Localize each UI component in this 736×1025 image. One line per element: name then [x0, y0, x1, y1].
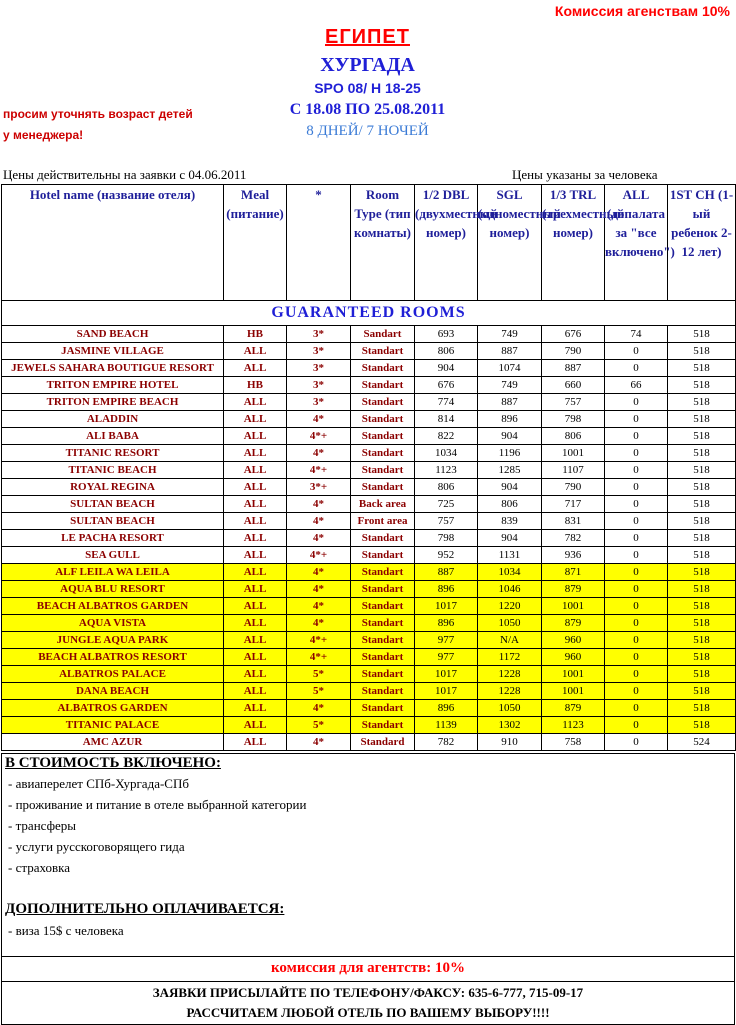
meal-cell: ALL: [224, 479, 287, 496]
room-type-cell: Standart: [351, 666, 415, 683]
meal-cell: ALL: [224, 462, 287, 479]
included-item: - проживание и питание в отеле выбранной категории: [8, 797, 307, 812]
hotel-name-cell: TRITON EMPIRE BEACH: [2, 394, 224, 411]
extra-payment-title: ДОПОЛНИТЕЛЬНО ОПЛАЧИВАЕТСЯ:: [5, 901, 285, 917]
meal-cell: ALL: [224, 649, 287, 666]
meal-cell: ALL: [224, 632, 287, 649]
price-sgl-cell: 1172: [478, 649, 542, 666]
price-trl-cell: 782: [542, 530, 605, 547]
price-sgl-cell: 1074: [478, 360, 542, 377]
price-trl-cell: 757: [542, 394, 605, 411]
table-row: [2, 411, 736, 428]
price-trl-cell: 879: [542, 581, 605, 598]
hotel-name-cell: DANA BEACH: [2, 683, 224, 700]
price-child-cell: 518: [668, 513, 736, 530]
all-inclusive-surcharge-cell: 0: [605, 411, 668, 428]
any-hotel-note: РАССЧИТАЕМ ЛЮБОЙ ОТЕЛЬ ПО ВАШЕМУ ВЫБОРУ!!!!: [186, 1005, 550, 1020]
table-header-row: [2, 185, 736, 301]
price-trl-cell: 1001: [542, 666, 605, 683]
room-type-cell: Standart: [351, 377, 415, 394]
price-child-cell: 518: [668, 530, 736, 547]
commission-top-label: Комиссия агенствам 10%: [554, 3, 730, 19]
price-dbl-cell: 774: [415, 394, 478, 411]
price-trl-cell: 660: [542, 377, 605, 394]
table-row: [2, 394, 736, 411]
price-child-cell: 518: [668, 649, 736, 666]
all-inclusive-surcharge-cell: 0: [605, 530, 668, 547]
stars-cell: 4*+: [287, 428, 351, 445]
price-child-cell: 518: [668, 343, 736, 360]
guaranteed-rooms-title: GUARANTEED ROOMS: [2, 301, 736, 326]
city-title: ХУРГАДА: [320, 54, 415, 76]
price-sgl-cell: 806: [478, 496, 542, 513]
price-child-cell: 524: [668, 734, 736, 751]
table-row: [2, 700, 736, 717]
guaranteed-rooms-row: [2, 301, 736, 326]
all-inclusive-surcharge-cell: 0: [605, 445, 668, 462]
room-type-cell: Standart: [351, 479, 415, 496]
price-child-cell: 518: [668, 598, 736, 615]
all-inclusive-surcharge-cell: 0: [605, 632, 668, 649]
price-child-cell: 518: [668, 377, 736, 394]
price-dbl-cell: 1017: [415, 683, 478, 700]
meal-cell: ALL: [224, 428, 287, 445]
price-child-cell: 518: [668, 411, 736, 428]
col-header-child: 1ST CH (1-ый ребенок 2-12 лет): [668, 185, 736, 301]
table-row: [2, 343, 736, 360]
room-type-cell: Standart: [351, 632, 415, 649]
price-dbl-cell: 896: [415, 581, 478, 598]
price-trl-cell: 936: [542, 547, 605, 564]
meal-cell: ALL: [224, 343, 287, 360]
divider: [2, 956, 734, 957]
price-table: [1, 184, 736, 751]
meal-cell: ALL: [224, 564, 287, 581]
table-row: [2, 377, 736, 394]
included-item: - трансферы: [8, 818, 77, 833]
room-type-cell: Standart: [351, 445, 415, 462]
stars-cell: 3*: [287, 343, 351, 360]
all-inclusive-surcharge-cell: 0: [605, 496, 668, 513]
hotel-name-cell: AQUA BLU RESORT: [2, 581, 224, 598]
room-type-cell: Standart: [351, 649, 415, 666]
all-inclusive-surcharge-cell: 0: [605, 428, 668, 445]
price-trl-cell: 717: [542, 496, 605, 513]
stars-cell: 5*: [287, 666, 351, 683]
price-sgl-cell: 749: [478, 326, 542, 343]
price-child-cell: 518: [668, 547, 736, 564]
room-type-cell: Standart: [351, 394, 415, 411]
room-type-cell: Standart: [351, 700, 415, 717]
all-inclusive-surcharge-cell: 0: [605, 615, 668, 632]
price-child-cell: 518: [668, 479, 736, 496]
col-header-room-type: Room Type (тип комнаты): [351, 185, 415, 301]
spo-code: SPO 08/ H 18-25: [314, 80, 421, 96]
price-dbl-cell: 1123: [415, 462, 478, 479]
price-trl-cell: 676: [542, 326, 605, 343]
price-sgl-cell: N/A: [478, 632, 542, 649]
price-child-cell: 518: [668, 445, 736, 462]
stars-cell: 4*: [287, 615, 351, 632]
price-child-cell: 518: [668, 394, 736, 411]
price-dbl-cell: 782: [415, 734, 478, 751]
hotel-name-cell: BEACH ALBATROS RESORT: [2, 649, 224, 666]
meal-cell: ALL: [224, 598, 287, 615]
meal-cell: ALL: [224, 360, 287, 377]
hotel-name-cell: LE PACHA RESORT: [2, 530, 224, 547]
stars-cell: 4*: [287, 411, 351, 428]
price-sgl-cell: 1220: [478, 598, 542, 615]
stars-cell: 4*: [287, 530, 351, 547]
stars-cell: 4*: [287, 496, 351, 513]
table-row: [2, 734, 736, 751]
hotel-name-cell: ROYAL REGINA: [2, 479, 224, 496]
price-dbl-cell: 676: [415, 377, 478, 394]
hotel-name-cell: ALADDIN: [2, 411, 224, 428]
table-row: [2, 326, 736, 343]
price-child-cell: 518: [668, 462, 736, 479]
room-type-cell: Standart: [351, 598, 415, 615]
stars-cell: 4*+: [287, 632, 351, 649]
price-trl-cell: 1001: [542, 598, 605, 615]
table-row: [2, 649, 736, 666]
table-row: [2, 615, 736, 632]
price-dbl-cell: 1017: [415, 598, 478, 615]
price-dbl-cell: 725: [415, 496, 478, 513]
stars-cell: 3*: [287, 394, 351, 411]
price-child-cell: 518: [668, 326, 736, 343]
room-type-cell: Standart: [351, 615, 415, 632]
price-sgl-cell: 887: [478, 394, 542, 411]
table-row: [2, 445, 736, 462]
all-inclusive-surcharge-cell: 0: [605, 700, 668, 717]
price-trl-cell: 831: [542, 513, 605, 530]
meal-cell: ALL: [224, 717, 287, 734]
room-type-cell: Standart: [351, 530, 415, 547]
room-type-cell: Standart: [351, 462, 415, 479]
price-dbl-cell: 896: [415, 615, 478, 632]
all-inclusive-surcharge-cell: 0: [605, 683, 668, 700]
price-dbl-cell: 814: [415, 411, 478, 428]
all-inclusive-surcharge-cell: 0: [605, 547, 668, 564]
col-header-dbl: 1/2 DBL (двухместный номер): [415, 185, 478, 301]
price-dbl-cell: 1017: [415, 666, 478, 683]
price-dbl-cell: 977: [415, 632, 478, 649]
price-sgl-cell: 1050: [478, 615, 542, 632]
meal-cell: ALL: [224, 734, 287, 751]
stars-cell: 4*: [287, 700, 351, 717]
room-type-cell: Back area: [351, 496, 415, 513]
meal-cell: ALL: [224, 513, 287, 530]
meal-cell: ALL: [224, 547, 287, 564]
price-trl-cell: 879: [542, 700, 605, 717]
meal-cell: ALL: [224, 445, 287, 462]
price-dbl-cell: 896: [415, 700, 478, 717]
validity-note: Цены действительны на заявки с 04.06.2011: [3, 167, 247, 182]
conditions-section: [1, 753, 735, 1025]
all-inclusive-surcharge-cell: 0: [605, 462, 668, 479]
price-child-cell: 518: [668, 717, 736, 734]
stars-cell: 4*: [287, 734, 351, 751]
col-header-all-inclusive: ALL (допалата за "все включено"): [605, 185, 668, 301]
all-inclusive-surcharge-cell: 74: [605, 326, 668, 343]
table-row: [2, 717, 736, 734]
price-trl-cell: 1107: [542, 462, 605, 479]
divider: [2, 981, 734, 982]
hotel-name-cell: SAND BEACH: [2, 326, 224, 343]
hotel-name-cell: ALI BABA: [2, 428, 224, 445]
meal-cell: ALL: [224, 700, 287, 717]
stars-cell: 4*: [287, 564, 351, 581]
all-inclusive-surcharge-cell: 0: [605, 513, 668, 530]
children-age-note: [3, 104, 193, 146]
contact-phones: ЗАЯВКИ ПРИСЫЛАЙТЕ ПО ТЕЛЕФОНУ/ФАКСУ: 635-6-777, 715-09-17: [152, 985, 584, 1000]
meal-cell: HB: [224, 377, 287, 394]
hotel-name-cell: TITANIC RESORT: [2, 445, 224, 462]
price-child-cell: 518: [668, 564, 736, 581]
price-dbl-cell: 1139: [415, 717, 478, 734]
price-child-cell: 518: [668, 700, 736, 717]
agent-commission: комиссия для агентств: 10%: [270, 960, 466, 976]
price-sgl-cell: 904: [478, 479, 542, 496]
children-age-note-line2: у менеджера!: [3, 128, 84, 142]
price-child-cell: 518: [668, 428, 736, 445]
room-type-cell: Standart: [351, 411, 415, 428]
stars-cell: 4*: [287, 581, 351, 598]
price-dbl-cell: 757: [415, 513, 478, 530]
hotel-name-cell: TRITON EMPIRE HOTEL: [2, 377, 224, 394]
stars-cell: 4*: [287, 445, 351, 462]
hotel-name-cell: ALBATROS PALACE: [2, 666, 224, 683]
stars-cell: 4*+: [287, 547, 351, 564]
table-row: [2, 530, 736, 547]
hotel-name-cell: BEACH ALBATROS GARDEN: [2, 598, 224, 615]
country-title: ЕГИПЕТ: [325, 26, 410, 48]
table-row: [2, 581, 736, 598]
stars-cell: 5*: [287, 717, 351, 734]
price-child-cell: 518: [668, 615, 736, 632]
hotel-name-cell: ALBATROS GARDEN: [2, 700, 224, 717]
all-inclusive-surcharge-cell: 0: [605, 343, 668, 360]
hotel-name-cell: AQUA VISTA: [2, 615, 224, 632]
col-header-sgl: SGL (одноместный номер): [478, 185, 542, 301]
price-sgl-cell: 904: [478, 530, 542, 547]
price-dbl-cell: 806: [415, 479, 478, 496]
hotel-name-cell: TITANIC PALACE: [2, 717, 224, 734]
stars-cell: 3*: [287, 377, 351, 394]
all-inclusive-surcharge-cell: 0: [605, 564, 668, 581]
table-row: [2, 564, 736, 581]
price-sgl-cell: 904: [478, 428, 542, 445]
col-header-trl: 1/3 TRL (трехместный номер): [542, 185, 605, 301]
extra-payment-item: - виза 15$ с человека: [8, 923, 124, 938]
per-person-note: Цены указаны за человека: [512, 167, 658, 182]
hotel-name-cell: SEA GULL: [2, 547, 224, 564]
hotel-name-cell: AMC AZUR: [2, 734, 224, 751]
table-row: [2, 360, 736, 377]
included-title: В СТОИМОСТЬ ВКЛЮЧЕНО:: [5, 755, 221, 771]
stars-cell: 3*: [287, 326, 351, 343]
room-type-cell: Standart: [351, 360, 415, 377]
price-dbl-cell: 693: [415, 326, 478, 343]
meal-cell: ALL: [224, 666, 287, 683]
hotel-name-cell: ALF LEILA WA LEILA: [2, 564, 224, 581]
table-row: [2, 632, 736, 649]
meal-cell: ALL: [224, 530, 287, 547]
price-child-cell: 518: [668, 496, 736, 513]
price-sgl-cell: 1228: [478, 666, 542, 683]
hotel-name-cell: SULTAN BEACH: [2, 496, 224, 513]
all-inclusive-surcharge-cell: 0: [605, 394, 668, 411]
price-trl-cell: 1001: [542, 683, 605, 700]
price-dbl-cell: 1034: [415, 445, 478, 462]
table-row: [2, 666, 736, 683]
price-sgl-cell: 1285: [478, 462, 542, 479]
stars-cell: 4*+: [287, 649, 351, 666]
price-trl-cell: 960: [542, 632, 605, 649]
meal-cell: ALL: [224, 411, 287, 428]
hotel-name-cell: TITANIC BEACH: [2, 462, 224, 479]
stars-cell: 4*+: [287, 462, 351, 479]
hotel-name-cell: JASMINE VILLAGE: [2, 343, 224, 360]
children-age-note-line1: просим уточнять возраст детей: [3, 107, 193, 121]
col-header-hotel: Hotel name (название отеля): [2, 185, 224, 301]
price-sgl-cell: 887: [478, 343, 542, 360]
meal-cell: ALL: [224, 394, 287, 411]
price-child-cell: 518: [668, 632, 736, 649]
room-type-cell: Standart: [351, 343, 415, 360]
price-trl-cell: 758: [542, 734, 605, 751]
stars-cell: 3*+: [287, 479, 351, 496]
all-inclusive-surcharge-cell: 66: [605, 377, 668, 394]
price-trl-cell: 871: [542, 564, 605, 581]
price-child-cell: 518: [668, 666, 736, 683]
price-dbl-cell: 822: [415, 428, 478, 445]
col-header-meal: Meal (питание): [224, 185, 287, 301]
all-inclusive-surcharge-cell: 0: [605, 717, 668, 734]
table-row: [2, 479, 736, 496]
room-type-cell: Standart: [351, 428, 415, 445]
price-dbl-cell: 806: [415, 343, 478, 360]
price-sgl-cell: 1196: [478, 445, 542, 462]
room-type-cell: Sandart: [351, 326, 415, 343]
price-trl-cell: 887: [542, 360, 605, 377]
included-item: - услуги русскоговорящего гида: [8, 839, 185, 854]
table-row: [2, 462, 736, 479]
room-type-cell: Standart: [351, 683, 415, 700]
table-row: [2, 547, 736, 564]
hotel-name-cell: SULTAN BEACH: [2, 513, 224, 530]
meal-cell: ALL: [224, 496, 287, 513]
price-sgl-cell: 1046: [478, 581, 542, 598]
price-dbl-cell: 798: [415, 530, 478, 547]
stars-cell: 4*: [287, 598, 351, 615]
price-trl-cell: 879: [542, 615, 605, 632]
price-sgl-cell: 910: [478, 734, 542, 751]
table-row: [2, 496, 736, 513]
price-sgl-cell: 896: [478, 411, 542, 428]
price-trl-cell: 806: [542, 428, 605, 445]
all-inclusive-surcharge-cell: 0: [605, 666, 668, 683]
table-row: [2, 428, 736, 445]
room-type-cell: Front area: [351, 513, 415, 530]
price-sgl-cell: 1131: [478, 547, 542, 564]
hotel-name-cell: JUNGLE AQUA PARK: [2, 632, 224, 649]
included-item: - авиаперелет СПб-Хургада-СПб: [8, 776, 189, 791]
meal-cell: HB: [224, 326, 287, 343]
price-dbl-cell: 952: [415, 547, 478, 564]
price-dbl-cell: 977: [415, 649, 478, 666]
room-type-cell: Standart: [351, 564, 415, 581]
price-sgl-cell: 1050: [478, 700, 542, 717]
price-sgl-cell: 839: [478, 513, 542, 530]
table-row: [2, 683, 736, 700]
price-trl-cell: 798: [542, 411, 605, 428]
price-sgl-cell: 1034: [478, 564, 542, 581]
room-type-cell: Standard: [351, 734, 415, 751]
price-trl-cell: 960: [542, 649, 605, 666]
meal-cell: ALL: [224, 615, 287, 632]
stars-cell: 4*: [287, 513, 351, 530]
all-inclusive-surcharge-cell: 0: [605, 598, 668, 615]
price-sgl-cell: 749: [478, 377, 542, 394]
price-child-cell: 518: [668, 683, 736, 700]
price-trl-cell: 1001: [542, 445, 605, 462]
price-sgl-cell: 1228: [478, 683, 542, 700]
stars-cell: 5*: [287, 683, 351, 700]
included-item: - страховка: [8, 860, 70, 875]
table-row: [2, 513, 736, 530]
hotel-name-cell: JEWELS SAHARA BOUTIGUE RESORT: [2, 360, 224, 377]
price-child-cell: 518: [668, 360, 736, 377]
duration: 8 ДНЕЙ/ 7 НОЧЕЙ: [306, 123, 429, 139]
table-row: [2, 598, 736, 615]
all-inclusive-surcharge-cell: 0: [605, 649, 668, 666]
room-type-cell: Standart: [351, 717, 415, 734]
price-child-cell: 518: [668, 581, 736, 598]
all-inclusive-surcharge-cell: 0: [605, 479, 668, 496]
room-type-cell: Standart: [351, 547, 415, 564]
all-inclusive-surcharge-cell: 0: [605, 360, 668, 377]
all-inclusive-surcharge-cell: 0: [605, 734, 668, 751]
meal-cell: ALL: [224, 683, 287, 700]
price-trl-cell: 790: [542, 343, 605, 360]
price-trl-cell: 1123: [542, 717, 605, 734]
price-sgl-cell: 1302: [478, 717, 542, 734]
price-trl-cell: 790: [542, 479, 605, 496]
date-range: С 18.08 ПО 25.08.2011: [289, 101, 446, 118]
meal-cell: ALL: [224, 581, 287, 598]
room-type-cell: Standart: [351, 581, 415, 598]
price-dbl-cell: 887: [415, 564, 478, 581]
col-header-stars: *: [287, 185, 351, 301]
stars-cell: 3*: [287, 360, 351, 377]
price-dbl-cell: 904: [415, 360, 478, 377]
all-inclusive-surcharge-cell: 0: [605, 581, 668, 598]
